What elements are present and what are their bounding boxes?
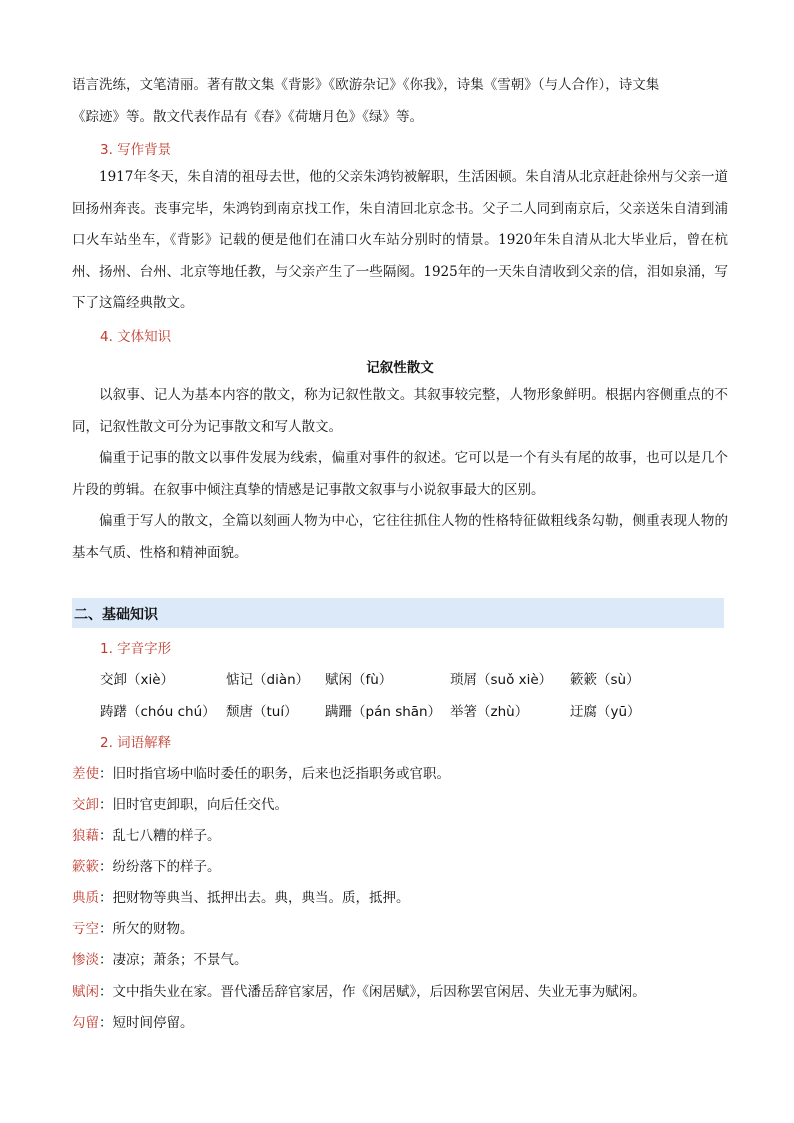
section-title: 二、基础知识 <box>74 607 158 623</box>
vocab-item <box>72 1011 194 1031</box>
pronunciation-item: 赋闲（fù） <box>325 672 393 688</box>
background-heading: 3. 写作背景 <box>100 142 172 158</box>
pronunciation-item: 踌躇（chóu chú） <box>100 704 216 720</box>
vocab-definition: ：把财物等典当、抵押出去。典，典当。质，抵押。 <box>99 890 410 906</box>
vocab-definition: ：纷纷落下的样子。 <box>99 859 221 875</box>
vocab-item <box>72 762 450 782</box>
vocab-definition: ：凄凉；萧条；不景气。 <box>99 952 248 968</box>
pronunciation-item: 蹒跚（pán shān） <box>325 704 442 720</box>
section-header-bar <box>72 598 724 628</box>
vocab-definition: ：乱七八糟的样子。 <box>99 828 221 844</box>
vocab-definition: ：短时间停留。 <box>99 1015 194 1031</box>
vocab-item <box>72 948 248 968</box>
vocab-term: 赋闲 <box>72 984 99 1000</box>
genre-paragraph-1: 以叙事、记人为基本内容的散文，称为记叙性散文。其叙事较完整，人物形象鲜明。根据内容侧重点的不同，记叙性散文可分为记事散文和写人散文。 <box>72 387 728 435</box>
vocab-item <box>72 980 646 1000</box>
pronunciation-item: 簌簌（sù） <box>570 672 640 688</box>
vocab-item <box>72 886 410 906</box>
vocab-term: 狼藉 <box>72 828 99 844</box>
intro-line: 语言洗练，文笔清丽。著有散文集《背影》《欧游杂记》《你我》，诗集《雪朝》（与人合作），诗文集 <box>72 77 660 93</box>
genre-paragraph-2: 偏重于记事的散文以事件发展为线索，偏重对事件的叙述。它可以是一个有头有尾的故事，也可以是几个片段的剪辑。在叙事中倾注真挚的情感是记事散文叙事与小说叙事最大的区别。 <box>72 450 728 498</box>
vocab-term: 交卸 <box>72 797 99 813</box>
intro-line: 《踪迹》等。散文代表作品有《春》《荷塘月色》《绿》等。 <box>72 108 423 125</box>
vocab-term: 亏空 <box>72 921 99 937</box>
pronunciation-item: 颓唐（tuí） <box>226 704 298 720</box>
pronunciation-heading: 1. 字音字形 <box>100 641 172 657</box>
vocab-term: 惨淡 <box>72 952 99 968</box>
pronunciation-item: 琐屑（suǒ xiè） <box>450 672 553 688</box>
pronunciation-item: 惦记（diàn） <box>226 672 310 688</box>
background-paragraph: 1917年冬天，朱自清的祖母去世，他的父亲朱鸿钧被解职，生活困顿。朱自清从北京赶赴徐州与父亲一道回扬州奔丧。丧事完毕，朱鸿钧到南京找工作，朱自清回北京念书。父子二人同到南京后，父亲送朱自清到浦口火车站坐车，《背影》记载的便是他们在浦口火车站分别时的情景。1920年朱自清从北大毕业后，曾在杭州、扬州、台州、北京等地任教，与父亲产生了一些隔阂。1925年的一天朱自清收到父亲的信，泪如泉涌，写下了这篇经典散文。 <box>72 169 728 311</box>
vocab-item <box>72 793 288 813</box>
vocab-definition: ：文中指失业在家。晋代潘岳辞官家居，作《闲居赋》，后因称罢官闲居、失业无事为赋闲。 <box>99 984 646 1000</box>
vocab-item <box>72 824 221 844</box>
vocab-term: 典质 <box>72 890 99 906</box>
intro-paragraph <box>72 70 728 133</box>
vocab-heading: 2. 词语解释 <box>100 735 172 751</box>
pronunciation-item: 交卸（xiè） <box>100 672 175 688</box>
genre-paragraph-3: 偏重于写人的散文，全篇以刻画人物为中心，它往往抓住人物的性格特征做粗线条勾勒，侧重表现人物的基本气质、性格和精神面貌。 <box>72 513 728 561</box>
vocab-definition: ：所欠的财物。 <box>99 921 194 937</box>
vocab-term: 簌簌 <box>72 859 99 875</box>
vocab-term: 差使 <box>72 766 99 782</box>
vocab-definition: ：旧时官吏卸职，向后任交代。 <box>99 797 288 813</box>
genre-heading: 4. 文体知识 <box>100 329 172 345</box>
vocab-item <box>72 917 194 937</box>
genre-title: 记叙性散文 <box>366 360 434 376</box>
vocab-item <box>72 855 221 875</box>
vocab-definition: ：旧时指官场中临时委任的职务，后来也泛指职务或官职。 <box>99 766 450 782</box>
vocab-term: 勾留 <box>72 1015 99 1031</box>
pronunciation-item: 举箸（zhù） <box>450 704 529 720</box>
pronunciation-item: 迂腐（yū） <box>570 704 641 720</box>
